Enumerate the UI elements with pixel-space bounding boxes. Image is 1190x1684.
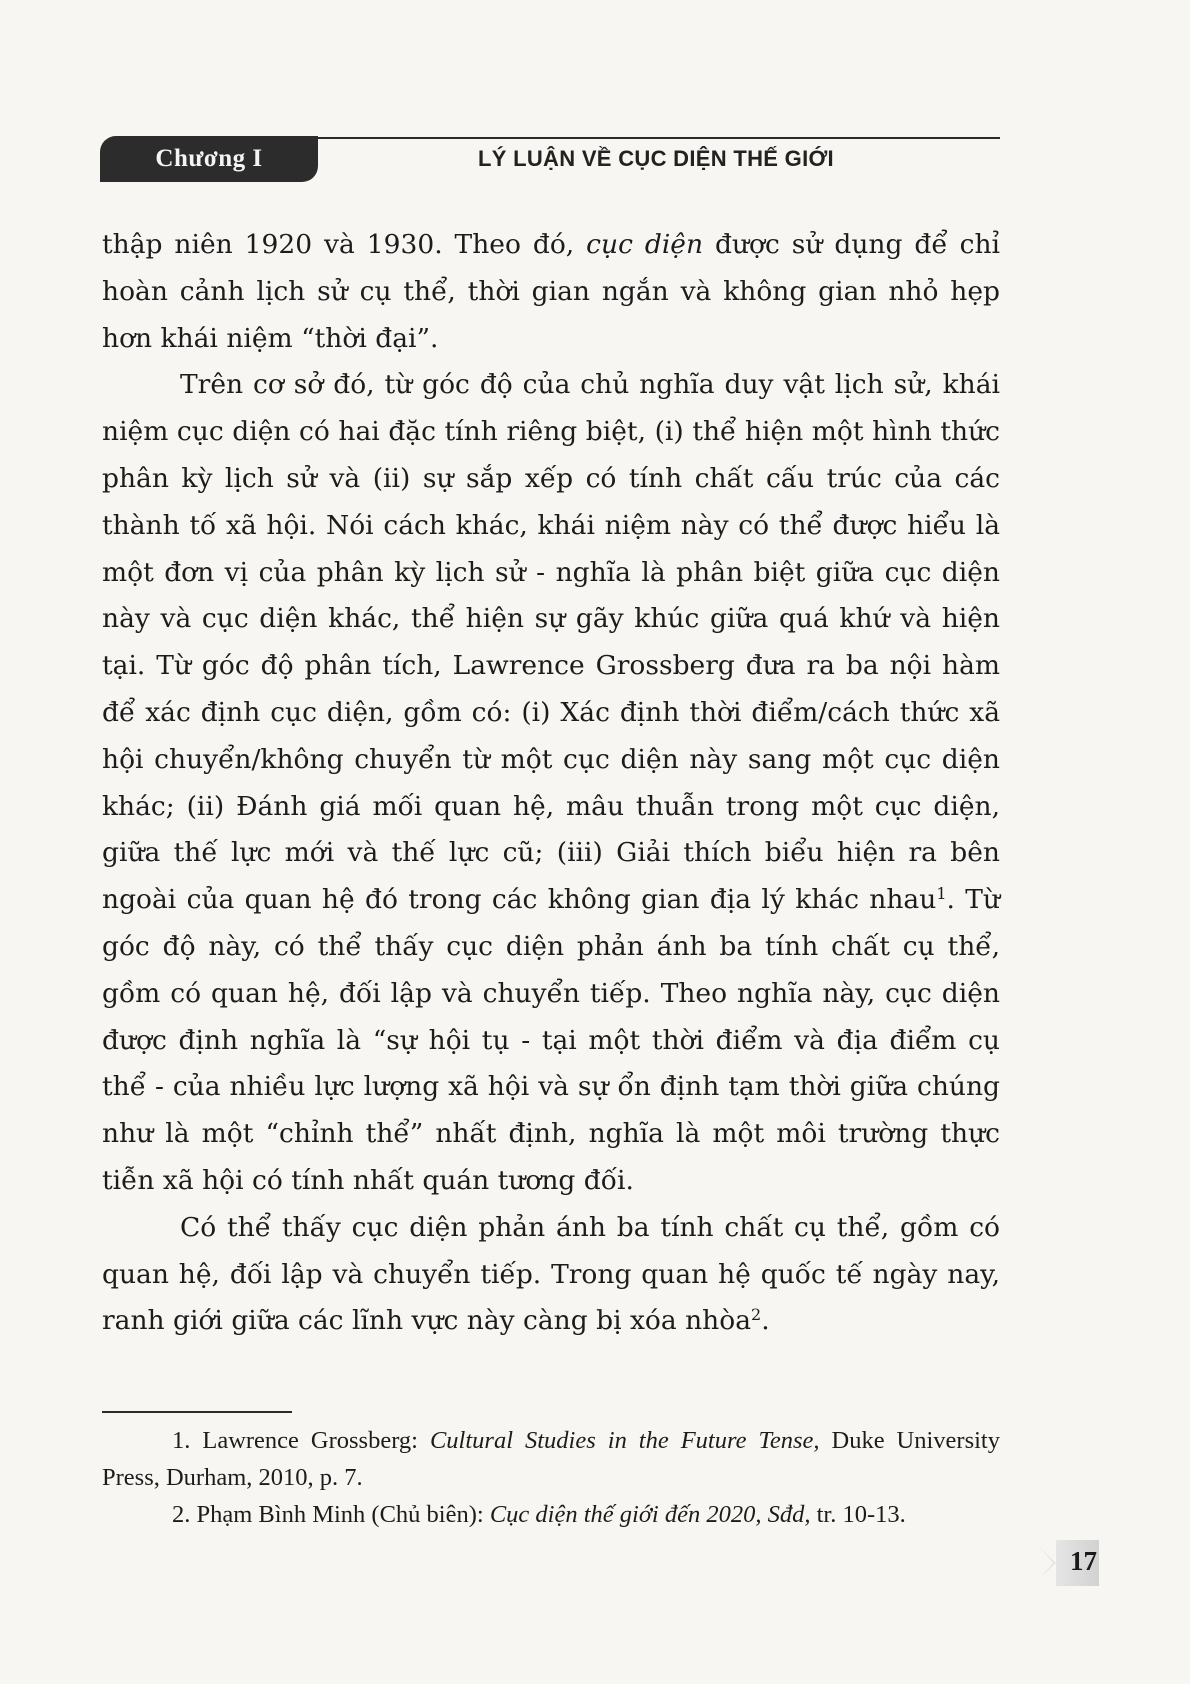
footnote-1-text-a: 1. Lawrence Grossberg: xyxy=(172,1427,430,1454)
paragraph-3-text-a: Có thể thấy cục diện phản ánh ba tính chất cụ thể, gồm có quan hệ, đối lập và chuyển tiếp. Trong quan hệ quốc tế ngày nay, ranh giới giữa các lĩnh vực này càng bị xóa nhòa xyxy=(102,1211,1000,1337)
paragraph-1-text-a: thập niên 1920 và 1930. Theo đó, xyxy=(102,229,587,260)
footnote-1-text-b: Duke University Press, Durham, 2010, p. 7. xyxy=(102,1427,1000,1491)
paragraph-2-text-b: . Từ góc độ này, có thể thấy cục diện phản ánh ba tính chất cụ thể, gồm có quan hệ, đối lập và chuyển tiếp. Theo nghĩa này, cục diện được định nghĩa là “sự hội tụ - tại một thời điểm và địa điểm cụ thể - của nhiều lực lượng xã hội và sự ổn định tạm thời giữa chúng như là một “chỉnh thể” nhất định, nghĩa là một môi trường thực tiễn xã hội có tính nhất quán tương đối. xyxy=(102,884,1001,1196)
header-rule xyxy=(300,137,1000,139)
footnote-rule xyxy=(102,1411,292,1413)
paragraph-1-text-b: được sử dụng để chỉ hoàn cảnh lịch sử cụ thể, thời gian ngắn và không gian nhỏ hẹp hơn khái niệm “thời đại”. xyxy=(102,229,1000,354)
page-number: 17 xyxy=(1070,1546,1097,1576)
paragraph-1-italic: cục diện xyxy=(586,229,704,260)
footnote-ref-1: 1 xyxy=(936,884,947,904)
running-title: LÝ LUẬN VỀ CỤC DIỆN THẾ GIỚI xyxy=(478,146,834,171)
footnote-2 xyxy=(102,1496,1000,1533)
footnote-2-text-b: tr. 10-13. xyxy=(810,1501,906,1528)
paragraph-2-text-a: Trên cơ sở đó, từ góc độ của chủ nghĩa duy vật lịch sử, khái niệm cục diện có hai đặc tính riêng biệt, (i) thể hiện một hình thức phân kỳ lịch sử và (ii) sự sắp xếp có tính chất cấu trúc của các thành tố xã hội. Nói cách khác, khái niệm này có thể được hiểu là một đơn vị của phân kỳ lịch sử - nghĩa là phân biệt giữa cục diện này và cục diện khác, thể hiện sự gãy khúc giữa quá khứ và hiện tại. Từ góc độ phân tích, Lawrence Grossberg đưa ra ba nội hàm để xác định cục diện, gồm có: (i) Xác định thời điểm/cách thức xã hội chuyển/không chuyển từ một cục diện này sang một cục diện khác; (ii) Đánh giá mối quan hệ, mâu thuẫn trong một cục diện, giữa thế lực mới và thế lực cũ; (iii) Giải thích biểu hiện ra bên ngoài của quan hệ đó trong các không gian địa lý khác nhau xyxy=(102,369,1000,916)
footnote-2-title: Cục diện thế giới đến 2020, Sđd, xyxy=(489,1501,811,1528)
footnotes xyxy=(102,1422,1000,1533)
paragraph-2 xyxy=(102,362,1000,1204)
paragraph-3-text-b: . xyxy=(761,1305,770,1337)
footnote-ref-2: 2 xyxy=(751,1305,762,1325)
footnote-2-text-a: 2. Phạm Bình Minh (Chủ biên): xyxy=(172,1501,490,1528)
paragraph-3 xyxy=(102,1205,1000,1345)
paragraph-1 xyxy=(102,222,1000,362)
footnote-1 xyxy=(102,1422,1000,1496)
body-text xyxy=(102,222,1000,1345)
footnote-1-title: Cultural Studies in the Future Tense, xyxy=(429,1427,820,1454)
chapter-label: Chương I xyxy=(100,136,318,182)
